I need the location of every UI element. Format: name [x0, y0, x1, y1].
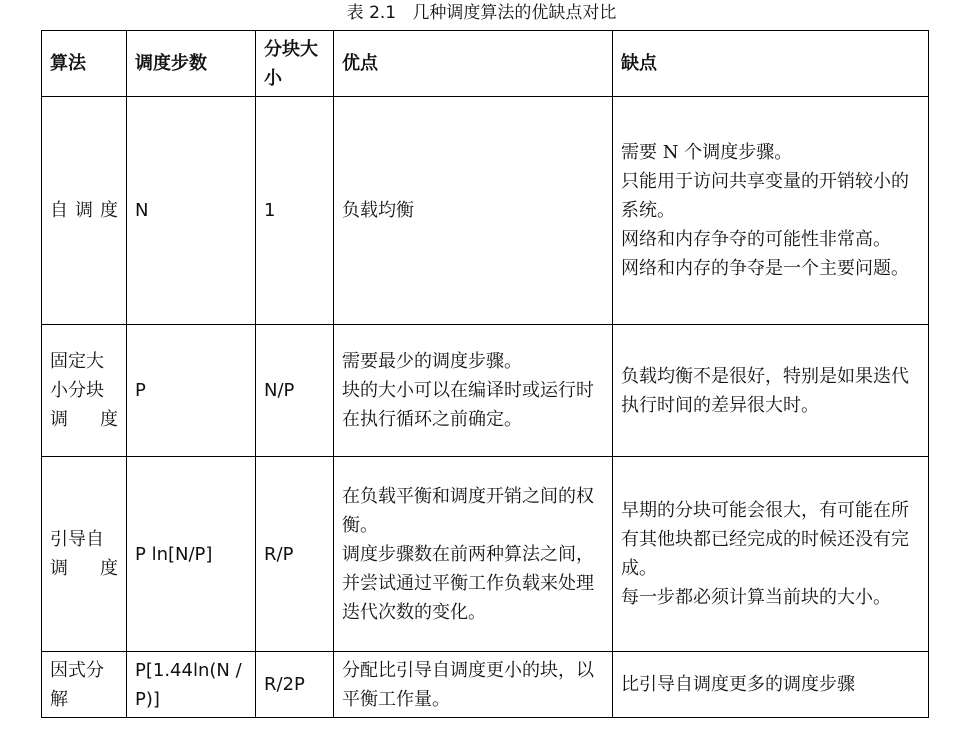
pros-cell	[334, 325, 613, 457]
steps-cell: P ln[N/P]	[127, 457, 256, 652]
pros-line: 负载均衡	[342, 200, 414, 221]
header-algorithm: 算法	[42, 31, 127, 97]
header-cons: 缺点	[613, 31, 929, 97]
header-pros: 优点	[334, 31, 613, 97]
pros-line: 块的大小可以在编译时或运行时在执行循环之前确定。	[342, 380, 594, 430]
caption-title: 几种调度算法的优缺点对比	[412, 3, 617, 23]
pros-line: 需要最少的调度步骤。	[342, 351, 522, 372]
algorithm-cell: 因式分解	[42, 652, 127, 718]
cons-line: 网络和内存的争夺是一个主要问题。	[621, 258, 909, 279]
cons-line: 比引导自调度更多的调度步骤	[621, 674, 855, 695]
cons-cell	[613, 652, 929, 718]
cons-line: 早期的分块可能会很大，有可能在所有其他块都已经完成的时候还没有完成。	[621, 500, 909, 579]
cons-line: 网络和内存争夺的可能性非常高。	[621, 229, 891, 250]
table-row	[42, 325, 929, 457]
cons-line: 每一步都必须计算当前块的大小。	[621, 587, 891, 608]
cons-cell	[613, 325, 929, 457]
header-chunk-size: 分块大小	[256, 31, 334, 97]
pros-cell	[334, 97, 613, 325]
chunk-cell: 1	[256, 97, 334, 325]
cons-line: 需要 N 个调度步骤。	[621, 142, 793, 163]
chunk-cell: R/P	[256, 457, 334, 652]
pros-line: 在负载平衡和调度开销之间的权衡。	[342, 485, 594, 536]
steps-cell: N	[127, 97, 256, 325]
steps-cell: P[1.44ln(N / P)]	[127, 652, 256, 718]
table-row	[42, 457, 929, 652]
pros-cell	[334, 457, 613, 652]
table-row	[42, 97, 929, 325]
steps-cell: P	[127, 325, 256, 457]
caption-prefix: 表	[346, 3, 364, 23]
cons-cell	[613, 97, 929, 325]
pros-line: 调度步骤数在前两种算法之间，并尝试通过平衡工作负载来处理迭代次数的变化。	[342, 543, 594, 623]
comparison-table	[41, 30, 929, 718]
header-row	[42, 31, 929, 97]
chunk-cell: R/2P	[256, 652, 334, 718]
cons-cell	[613, 457, 929, 652]
cons-line: 只能用于访问共享变量的开销较小的系统。	[621, 171, 909, 221]
algorithm-cell: 自调度	[42, 97, 127, 325]
pros-cell	[334, 652, 613, 718]
pros-line: 分配比引导自调度更小的块，以平衡工作量。	[342, 659, 594, 710]
table-caption	[0, 2, 963, 24]
algorithm-cell: 固定大小分块调度	[42, 325, 127, 457]
table-row	[42, 652, 929, 718]
caption-number: 2.1	[369, 3, 397, 23]
cons-line: 负载均衡不是很好，特别是如果迭代执行时间的差异很大时。	[621, 365, 909, 416]
header-steps: 调度步数	[127, 31, 256, 97]
chunk-cell: N/P	[256, 325, 334, 457]
algorithm-cell: 引导自调度	[42, 457, 127, 652]
